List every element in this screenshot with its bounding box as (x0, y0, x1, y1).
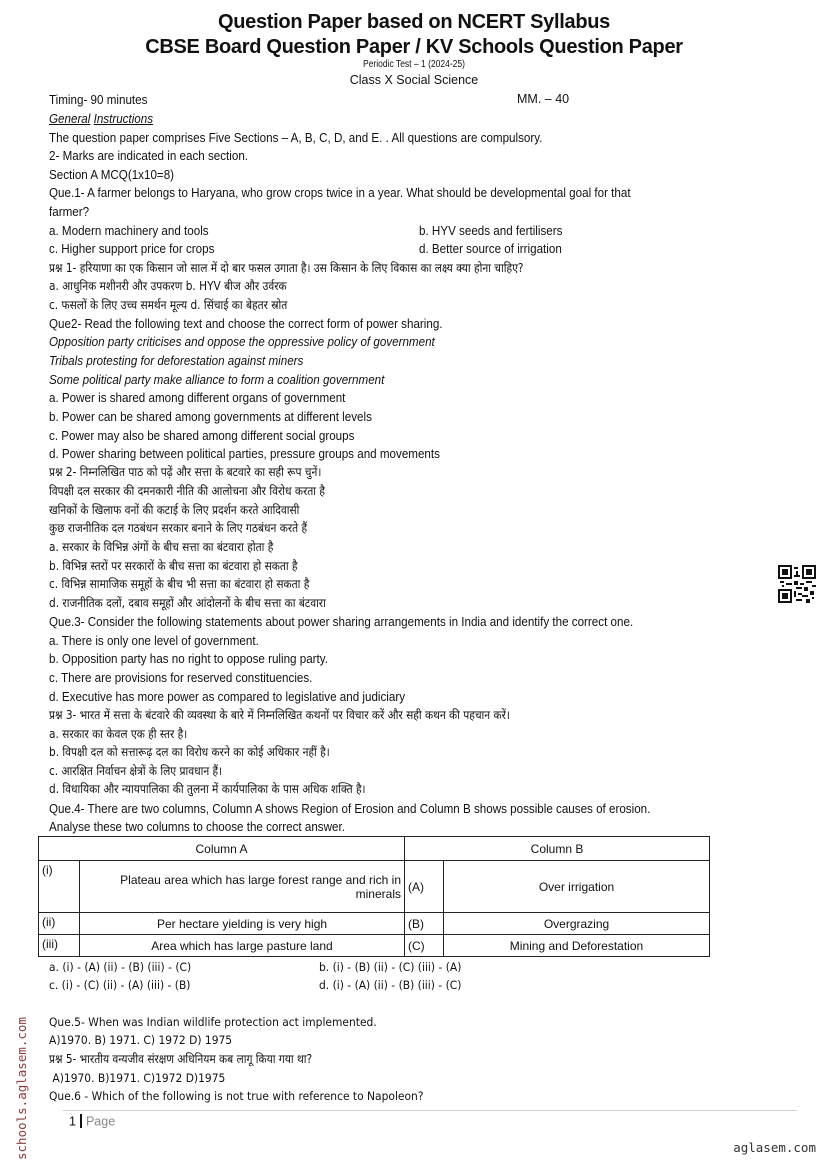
q2-option-a: a. Power is shared among different organs of government (49, 391, 346, 405)
q1-hindi-options-line1: a. आधुनिक मशीनरी और उपकरण b. HYV बीज और उर्वरक (49, 279, 287, 293)
class-subject: Class X Social Science (349, 73, 479, 87)
page-title-line1: Question Paper based on NCERT Syllabus (217, 11, 611, 33)
row-a-text: Area which has large pasture land (80, 935, 405, 957)
q3-hindi-option-a: a. सरकार का केवल एक ही स्तर है। (49, 727, 188, 741)
q2-hindi-statement-1: विपक्षी दल सरकार की दमनकारी नीति की आलोचना और विरोध करता है (49, 484, 326, 498)
q4-option-b: b. (i) - (B) (ii) - (C) (iii) - (A) (319, 960, 462, 974)
q2-hindi-option-c: c. विभिन्न सामाजिक समूहों के बीच भी सत्ता का बंटवारा हो सकता है (49, 577, 310, 591)
q4-option-a: a. (i) - (A) (ii) - (B) (iii) - (C) (49, 960, 192, 974)
row-b-text: Mining and Deforestation (444, 935, 710, 957)
q5-text: Que.5- When was Indian wildlife protection act implemented. (49, 1015, 377, 1029)
row-b-text: Over irrigation (444, 861, 710, 913)
q5-options: A)1970. B) 1971. C) 1972 D) 1975 (49, 1033, 233, 1047)
watermark-side: schools.aglasem.com (14, 1017, 29, 1160)
matching-table (38, 836, 710, 957)
q3-option-b: b. Opposition party has no right to oppose ruling party. (49, 652, 328, 666)
q2-hindi-statement-2: खनिकों के खिलाफ वनों की कटाई के लिए प्रदर्शन करते आदिवासी (49, 503, 300, 517)
q3-option-a: a. There is only one level of government. (49, 634, 259, 648)
page-number: 1 (69, 1114, 76, 1129)
q2-statement-1: Opposition party criticises and oppose the oppressive policy of government (49, 335, 435, 349)
q3-hindi-text: प्रश्न 3- भारत में सत्ता के बंटवारे की व्यवस्था के बारे में निम्नलिखित कथनों पर विचार करें और सही कथन की पहचान करें। (49, 708, 510, 722)
q3-hindi-option-d: d. विधायिका और न्यायपालिका की तुलना में कार्यपालिका के पास अधिक शक्ति है। (49, 782, 366, 796)
row-a-text: Per hectare yielding is very high (80, 913, 405, 935)
max-marks: MM. – 40 (517, 92, 570, 106)
q3-hindi-option-c: c. आरक्षित निर्वाचन क्षेत्रों के लिए प्रावधान हैं। (49, 764, 223, 778)
q2-hindi-text: प्रश्न 2- निम्नलिखित पाठ को पढ़ें और सत्ता के बटवारे का सही रूप चुनें। (49, 465, 322, 479)
section-heading: Section A MCQ(1x10=8) (49, 168, 175, 182)
instructions-heading-word1: General (49, 112, 91, 126)
q3-option-d: d. Executive has more power as compared to legislative and judiciary (49, 690, 406, 704)
row-a-text-line2: minerals (355, 886, 401, 901)
column-a-header: Column A (39, 837, 405, 861)
row-b-text: Overgrazing (444, 913, 710, 935)
timing: Timing- 90 minutes (49, 93, 148, 107)
q2-hindi-statement-3: कुछ राजनीतिक दल गठबंधन सरकार बनाने के लिए गठबंधन करते हैं (49, 521, 308, 535)
q4-option-c: c. (i) - (C) (ii) - (A) (iii) - (B) (49, 978, 191, 992)
table-row (39, 861, 710, 913)
q2-option-b: b. Power can be shared among governments at different levels (49, 410, 372, 424)
q1-option-b: b. HYV seeds and fertilisers (419, 224, 563, 238)
q2-hindi-option-b: b. विभिन्न स्तरों पर सरकारों के बीच सत्ता का बंटवारा हो सकता है (49, 559, 298, 573)
row-a-number: (i) (39, 861, 80, 913)
row-a-text-line1: Plateau area which has large forest range and rich in (120, 872, 401, 887)
page-label: Page (85, 1114, 116, 1129)
q6-text: Que.6 - Which of the following is not true with reference to Napoleon? (49, 1089, 424, 1103)
q1-option-c: c. Higher support price for crops (49, 242, 215, 256)
q1-text-line1: Que.1- A farmer belongs to Haryana, who grow crops twice in a year. What should be developmental goal for that (49, 186, 631, 200)
instruction-line-2: 2- Marks are indicated in each section. (49, 149, 249, 163)
q3-text: Que.3- Consider the following statements about power sharing arrangements in India and identify the correct one. (49, 615, 634, 629)
instructions-heading (49, 110, 153, 128)
column-b-header: Column B (405, 837, 710, 861)
row-a-number: (iii) (39, 935, 80, 957)
q1-option-a: a. Modern machinery and tools (49, 224, 209, 238)
footer-divider (63, 1110, 797, 1111)
q1-hindi-text: प्रश्न 1- हरियाणा का एक किसान जो साल में दो बार फसल उगाता है। उस किसान के लिए विकास का लक्ष्य क्या होना चाहिए? (49, 261, 524, 275)
q3-hindi-option-b: b. विपक्षी दल को सत्तारूढ़ दल का विरोध करने का कोई अधिकार नहीं है। (49, 745, 330, 759)
qr-code-icon (778, 565, 816, 603)
page-title-line2: CBSE Board Question Paper / KV Schools Question Paper (145, 36, 683, 58)
q4-text-line1: Que.4- There are two columns, Column A shows Region of Erosion and Column B shows possible causes of erosion. (49, 802, 651, 816)
q3-option-c: c. There are provisions for reserved constituencies. (49, 671, 313, 685)
row-a-text (80, 861, 405, 913)
q2-hindi-option-d: d. राजनीतिक दलों, दबाव समूहों और आंदोलनों के बीच सत्ता का बंटवारा (49, 596, 326, 610)
q2-option-d: d. Power sharing between political parties, pressure groups and movements (49, 447, 440, 461)
q1-text-line2: farmer? (49, 205, 90, 219)
q2-hindi-option-a: a. सरकार के विभिन्न अंगों के बीच सत्ता का बंटवारा होता है (49, 540, 274, 554)
row-b-number: (C) (405, 935, 444, 957)
table-row (39, 935, 710, 957)
q2-statement-3: Some political party make alliance to form a coalition government (49, 373, 385, 387)
q2-statement-2: Tribals protesting for deforestation against miners (49, 354, 304, 368)
q4-option-d: d. (i) - (A) (ii) - (B) (iii) - (C) (319, 978, 462, 992)
row-b-number: (A) (405, 861, 444, 913)
q4-text-line2: Analyse these two columns to choose the correct answer. (49, 820, 345, 834)
q1-hindi-options-line2: c. फसलों के लिए उच्च समर्थन मूल्य d. सिंचाई का बेहतर स्रोत (49, 298, 288, 312)
instructions-heading-word2: Instructions (93, 112, 154, 126)
footer-separator (80, 1114, 82, 1128)
instruction-line-1: The question paper comprises Five Sections – A, B, C, D, and E. . All questions are compulsory. (49, 131, 543, 145)
watermark-bottom: aglasem.com (733, 1140, 816, 1155)
row-b-number: (B) (405, 913, 444, 935)
q2-option-c: c. Power may also be shared among different social groups (49, 429, 355, 443)
q5-hindi-options: A)1970. B)1971. C)1972 D)1975 (49, 1071, 226, 1085)
q1-option-d: d. Better source of irrigation (419, 242, 562, 256)
row-a-number: (ii) (39, 913, 80, 935)
test-subtitle: Periodic Test – 1 (2024-25) (363, 59, 465, 70)
q2-text: Que2- Read the following text and choose the correct form of power sharing. (49, 317, 443, 331)
table-header-row (39, 837, 710, 861)
q5-hindi-text: प्रश्न 5- भारतीय वन्यजीव संरक्षण अधिनियम कब लागू किया गया था? (49, 1052, 313, 1066)
page-footer (69, 1114, 115, 1130)
table-row (39, 913, 710, 935)
